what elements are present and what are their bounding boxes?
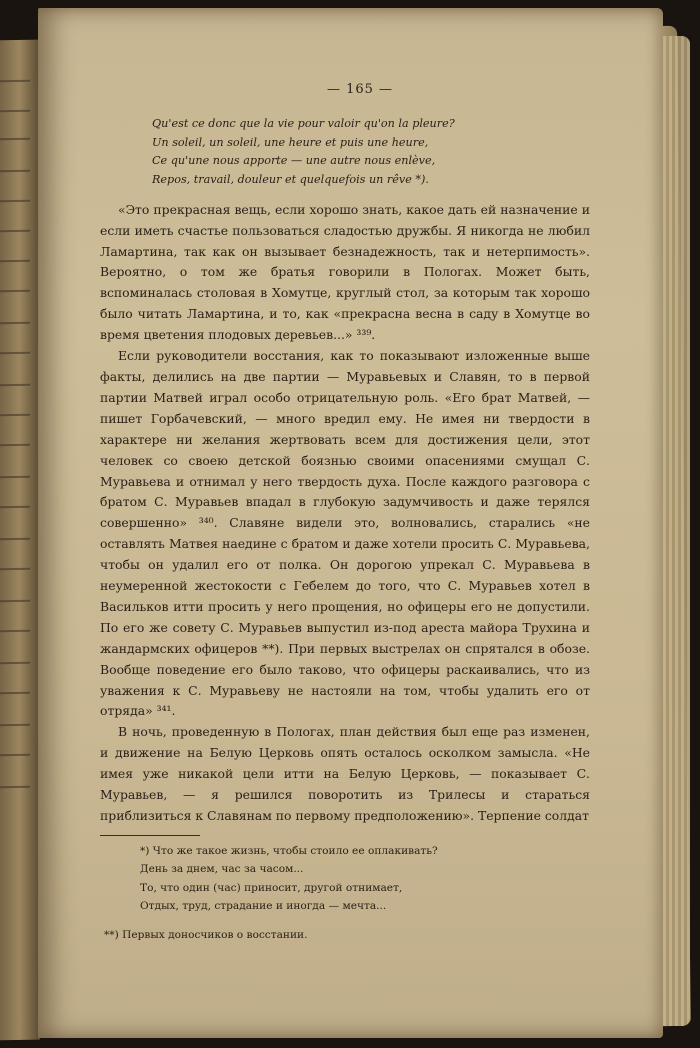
footnote-divider xyxy=(100,835,200,836)
page-text xyxy=(100,80,590,944)
poem-line: Ce qu'une nous apporte — une autre nous enlève, xyxy=(152,154,436,168)
left-page-edge xyxy=(0,40,40,1041)
paragraph: Если руководители восстания, как то показывают изложенные выше факты, делились на две партии — Муравьевых и Славян, то в первой партии Матвей играл особо отрицательную роль. «Его брат Матвей, — пишет Горбачевский, — много вредил ему. Не имея ни твердости в характере ни желания жертвовать всем для достижения цели, этот человек со своею детской боязнью своими опасениями смущал С. Муравьева и отнимал у него твердость духа. После каждого разговора с братом С. Муравьев впадал в глубокую задумчивость и даже терялся совершенно» ³⁴⁰. Славяне видели это, волновались, старались «не оставлять Матвея наедине с братом и даже хотели просить С. Муравьева, чтобы он удалил его от полка. Он дорогою упрекал С. Муравьева в неумеренной жестокости с Гебелем до того, что С. Муравьев хотел в Васильков итти просить у него прощения, но офицеры его не допустили. По его же совету С. Муравьев выпустил из-под ареста майора Трухина и жандармских офицеров **). При первых выстрелах он спрятался в обозе. Вообще поведение его было таково, что офицеры раскаивались, что из уважения к С. Муравьеву не настояли на том, чтобы удалить его от отряда» ³⁴¹. xyxy=(100,348,590,719)
footnote-line: День за днем, час за часом... xyxy=(140,863,304,876)
page-stack-edge-inner xyxy=(660,36,690,1026)
book-page xyxy=(38,8,663,1038)
footnote-line: То, что один (час) приносит, другой отнимает, xyxy=(140,881,403,894)
poem-line: Qu'est ce donc que la vie pour valoir qu'on la pleure? xyxy=(152,116,455,130)
page-number: — 165 — xyxy=(326,82,394,97)
paragraph: «Это прекрасная вещь, если хорошо знать, какое дать ей назначение и если иметь счастье пользоваться сладостью дружбы. Я никогда не любил Ламартина, так как он вызывает безнадежность, так и нетерпимость». Вероятно, о том же братья говорили в Пологах. Может быть, вспоминалась столовая в Хомутце, круглый стол, за которым так хорошо было читать Ламартина, и то, как «прекрасна весна в саду в Хомутце во время цветения плодовых деревьев...» ³³⁹. xyxy=(100,201,590,343)
footnote-line: *) Что же такое жизнь, чтобы стоило ее оплакивать? xyxy=(140,844,438,857)
footnote-translation xyxy=(100,842,590,916)
poem-line: Repos, travail, douleur et quelquefois un rêve *). xyxy=(152,173,429,187)
poem-line: Un soleil, un soleil, une heure et puis une heure, xyxy=(152,135,429,149)
paragraph: В ночь, проведенную в Пологах, план действия был еще раз изменен, и движение на Белую Церковь опять осталось осколком замысла. «Не имея уже никакой цели итти на Белую Церковь, — показывает С. Муравьев, — я решился поворотить из Трилесы и стараться приблизиться к Славянам по первому предположению». Терпение солдат xyxy=(100,724,590,823)
french-poem xyxy=(100,115,590,190)
footnote-line: Отдых, труд, страдание и иногда — мечта... xyxy=(140,900,387,913)
footnote-informers: **) Первых доносчиков о восстании. xyxy=(104,928,308,941)
